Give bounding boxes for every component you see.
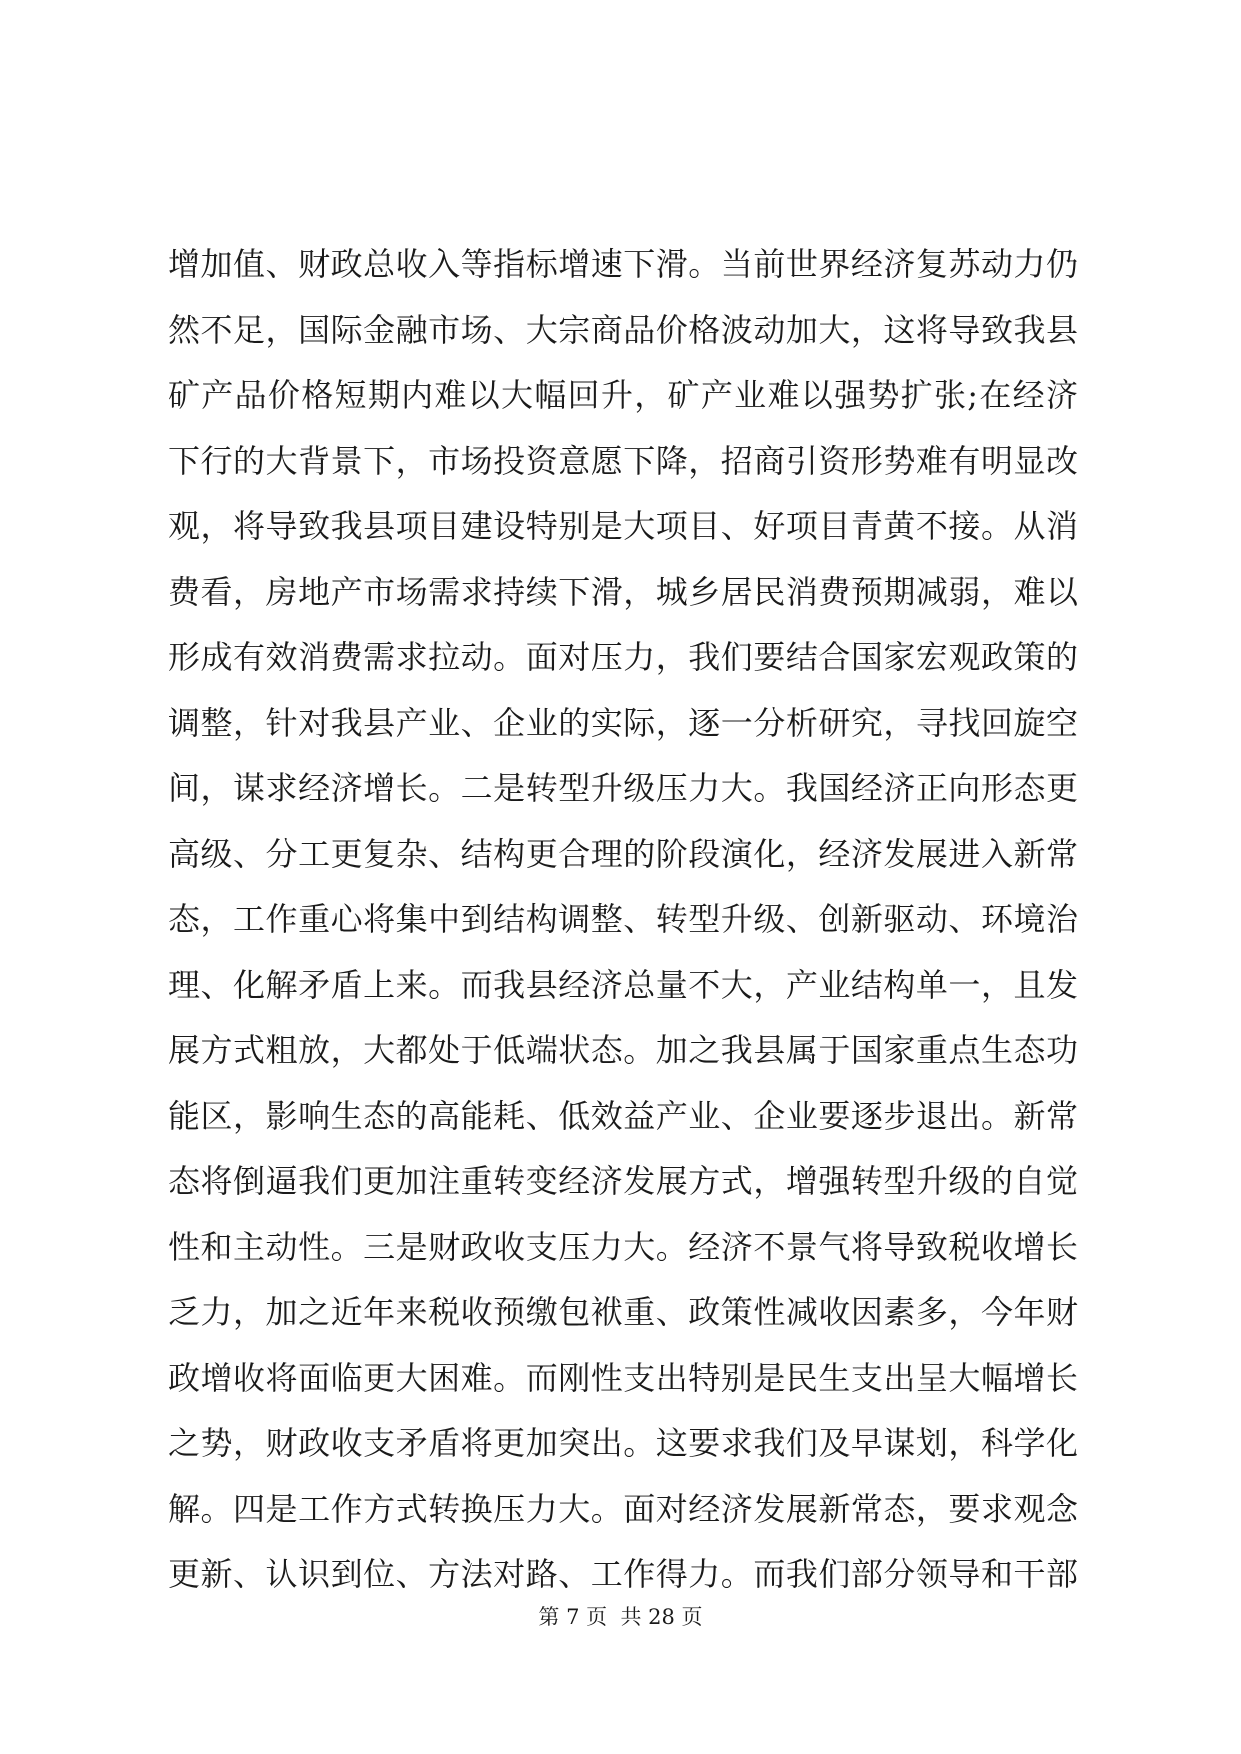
text-line: 能区，影响生态的高能耗、低效益产业、企业要逐步退出。新常 — [168, 1096, 1078, 1135]
text-line: 之势，财政收支矛盾将更加突出。这要求我们及早谋划，科学化 — [168, 1424, 1078, 1462]
text-line: 费看，房地产市场需求持续下滑，城乡居民消费预期减弱，难以 — [168, 572, 1078, 611]
text-line: 态，工作重心将集中到结构调整、转型升级、创新驱动、环境治 — [168, 900, 1078, 938]
text-line: 更新、认识到位、方法对路、工作得力。而我们部分领导和干部 — [168, 1555, 1078, 1593]
text-line: 解。四是工作方式转换压力大。面对经济发展新常态，要求观念 — [168, 1489, 1078, 1528]
text-line: 观，将导致我县项目建设特别是大项目、好项目青黄不接。从消 — [168, 507, 1078, 545]
text-line: 矿产品价格短期内难以大幅回升，矿产业难以强势扩张;在经济 — [168, 376, 1078, 414]
text-line: 乏力，加之近年来税收预缴包袱重、政策性减收因素多，今年财 — [168, 1293, 1078, 1331]
page-footer — [0, 1602, 1241, 1632]
text-line: 展方式粗放，大都处于低端状态。加之我县属于国家重点生态功 — [168, 1031, 1078, 1069]
text-line: 间，谋求经济增长。二是转型升级压力大。我国经济正向形态更 — [168, 769, 1078, 807]
body-text — [168, 232, 1078, 1608]
text-line: 态将倒逼我们更加注重转变经济发展方式，增强转型升级的自觉 — [168, 1162, 1078, 1200]
text-line: 形成有效消费需求拉动。面对压力，我们要结合国家宏观政策的 — [168, 638, 1078, 676]
text-line: 调整，针对我县产业、企业的实际，逐一分析研究，寻找回旋空 — [168, 703, 1078, 742]
text-line: 增加值、财政总收入等指标增速下滑。当前世界经济复苏动力仍 — [168, 245, 1078, 283]
page-number: 第 7 页 共 28 页 — [538, 1605, 703, 1629]
text-line: 然不足，国际金融市场、大宗商品价格波动加大，这将导致我县 — [168, 310, 1078, 349]
text-line: 下行的大背景下，市场投资意愿下降，招商引资形势难有明显改 — [168, 441, 1078, 480]
text-line: 理、化解矛盾上来。而我县经济总量不大，产业结构单一，且发 — [168, 965, 1078, 1004]
text-line: 政增收将面临更大困难。而刚性支出特别是民生支出呈大幅增长 — [168, 1358, 1078, 1397]
text-line: 高级、分工更复杂、结构更合理的阶段演化，经济发展进入新常 — [168, 834, 1078, 873]
text-line: 性和主动性。三是财政收支压力大。经济不景气将导致税收增长 — [168, 1227, 1078, 1266]
